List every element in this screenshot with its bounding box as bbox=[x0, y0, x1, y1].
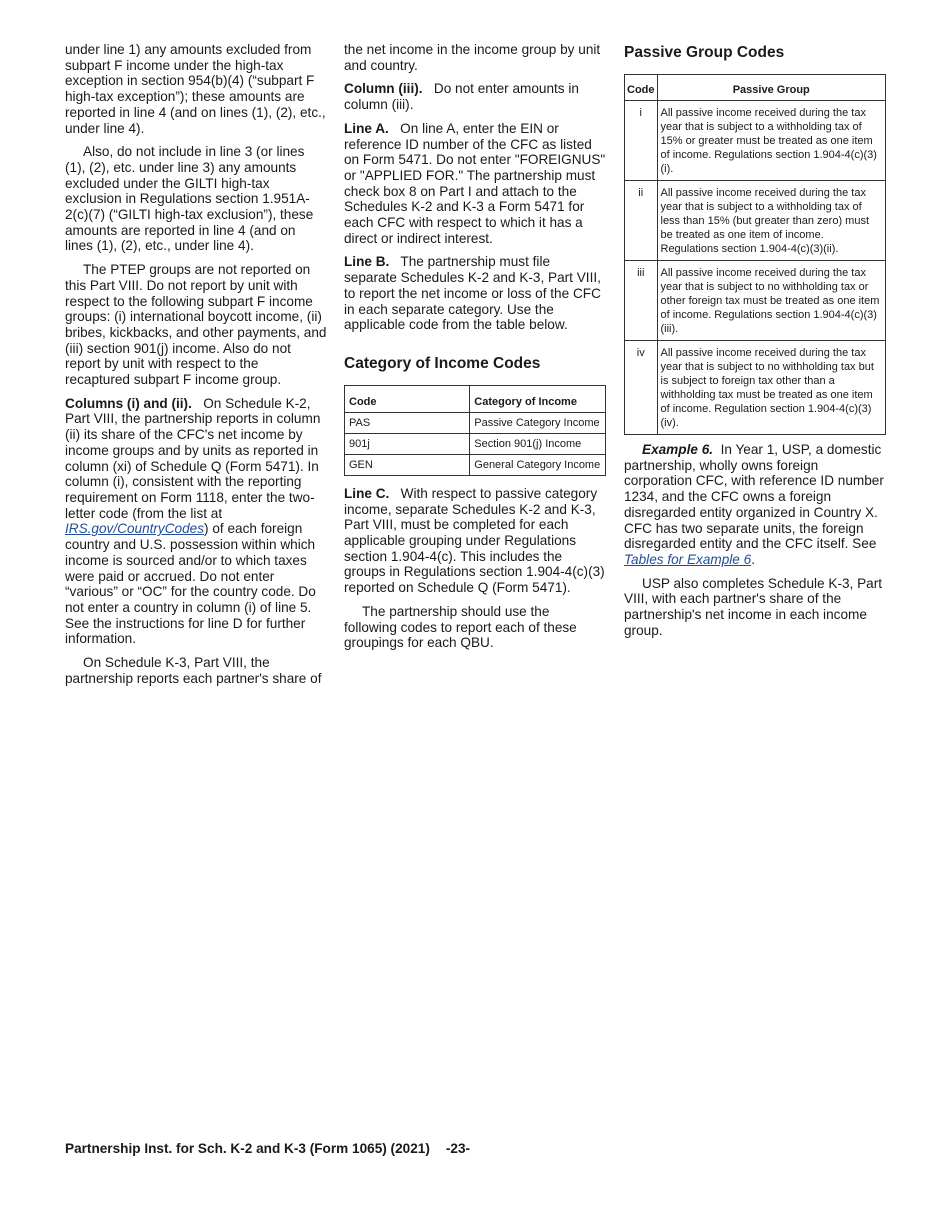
paragraph-example-6 bbox=[624, 442, 886, 568]
paragraph-text: On line A, enter the EIN or reference ID number of the CFC as listed on Form 5471. Do not enter "FOREIGNUS" or "APPLIED FOR." The partnership must check box 8 on Part I and attach to the Schedules K-2 and K-3 a Form 5471 for each CFC with respect to which it has a direct or indirect interest. bbox=[344, 120, 606, 246]
section-lead: Example 6. bbox=[642, 442, 714, 457]
section-lead: Line C. bbox=[344, 485, 390, 501]
paragraph-column-iii bbox=[344, 81, 606, 112]
table-header: Category of Income bbox=[470, 385, 606, 412]
page-number: -23- bbox=[445, 1141, 471, 1156]
paragraph: the net income in the income group by unit and country. bbox=[344, 42, 601, 73]
paragraph-line-a bbox=[344, 121, 606, 247]
table-cell-group: All passive income received during the tax year that is subject to a withholding tax of less than 15% (but greater than zero) must be treated as one item of income. Regulations section 1.904-4(c)(3)(ii). bbox=[657, 181, 886, 261]
paragraph-text: Do not enter amounts in column (iii). bbox=[344, 81, 579, 113]
table-header-row bbox=[345, 385, 606, 412]
tables-example-6-link[interactable]: Tables for Example 6 bbox=[624, 551, 752, 567]
table-header: Passive Group bbox=[657, 75, 886, 101]
column-right bbox=[624, 42, 886, 646]
paragraph-text: . bbox=[751, 551, 755, 567]
paragraph: The partnership should use the following codes to report each of these groupings for each QBU. bbox=[344, 603, 577, 651]
section-lead: Column (iii). bbox=[344, 81, 423, 97]
table-cell-category: Passive Category Income bbox=[470, 412, 606, 433]
table-header: Code bbox=[345, 385, 470, 412]
section-lead: Line A. bbox=[344, 120, 389, 136]
table-cell-code: iii bbox=[625, 261, 658, 341]
section-lead: Columns (i) and (ii). bbox=[65, 395, 192, 411]
paragraph: On Schedule K-3, Part VIII, the partnership reports each partner's share of bbox=[65, 655, 322, 686]
passive-group-table bbox=[624, 74, 886, 435]
table-cell-group: All passive income received during the tax year that is subject to no withholding tax or other foreign tax must be treated as one item of income. Regulations section 1.904-4(c)(3)(iii). bbox=[657, 261, 886, 341]
table-header: Code bbox=[625, 75, 658, 101]
country-codes-link[interactable]: IRS.gov/CountryCodes bbox=[65, 521, 205, 537]
column-left bbox=[65, 42, 327, 694]
table-row bbox=[625, 101, 886, 181]
passive-group-heading: Passive Group Codes bbox=[624, 44, 785, 61]
paragraph: USP also completes Schedule K-3, Part VIII, with each partner's share of the partnership's net income in each income group. bbox=[624, 575, 883, 638]
table-row bbox=[625, 261, 886, 341]
column-middle bbox=[344, 42, 606, 659]
footer-title: Partnership Inst. for Sch. K-2 and K-3 (Form 1065) (2021) bbox=[65, 1141, 430, 1156]
table-cell-code: i bbox=[625, 101, 658, 181]
table-cell-group: All passive income received during the tax year that is subject to a withholding tax of 15% or greater must be treated as one item of income. Regulations section 1.904-4(c)(3)(i). bbox=[657, 101, 886, 181]
paragraph-text: In Year 1, USP, a domestic partnership, wholly owns foreign corporation CFC, with reference ID number 1234, and the CFC owns a foreign disregarded entity organized in Country X. CFC has two separate units, the foreign disregarded entity and the CFC itself. See bbox=[624, 442, 884, 552]
paragraph-line-b bbox=[344, 254, 606, 333]
table-cell-code: iv bbox=[625, 341, 658, 435]
table-cell-category: General Category Income bbox=[470, 454, 606, 475]
paragraph-text: ) of each foreign country and U.S. possession within which income is sourced and/or to which taxes were paid or accrued. Do not enter “various” or “OC” for the country code. Do not enter a country in column (i) of line 5. See the instructions for line D for further information. bbox=[65, 521, 316, 647]
page-footer bbox=[65, 1141, 470, 1156]
section-lead: Line B. bbox=[344, 254, 390, 270]
table-cell-category: Section 901(j) Income bbox=[470, 433, 606, 454]
table-row bbox=[345, 433, 606, 454]
category-heading: Category of Income Codes bbox=[344, 354, 541, 372]
paragraph: under line 1) any amounts excluded from subpart F income under the high-tax exception in section 954(b)(4) (“subpart F high-tax exception”); these amounts are reported in line 4 (and on lines (1), (2), etc., under line 4). bbox=[65, 42, 326, 136]
paragraph-line-c bbox=[344, 486, 606, 596]
table-row bbox=[345, 454, 606, 475]
table-header-row bbox=[625, 75, 886, 101]
paragraph-text: On Schedule K-2, Part VIII, the partnership reports in column (ii) its share of the CFC's net income by income groups and by units as reported in column (xi) of Schedule Q (Form 5471). In column (i), consistent with the reporting requirement on Form 1118, enter the two-letter code (from the list at bbox=[65, 395, 321, 521]
table-row bbox=[345, 412, 606, 433]
table-row bbox=[625, 181, 886, 261]
paragraph-text: The partnership must file separate Schedules K-2 and K-3, Part VIII, to report the net income or loss of the CFC in each separate category. Use the applicable code from the table below. bbox=[344, 254, 601, 333]
paragraph-columns-i-ii bbox=[65, 396, 327, 647]
paragraph: The PTEP groups are not reported on this Part VIII. Do not report by unit with respect to the following subpart F income groups: (i) international boycott income, (ii) bribes, kickbacks, and other payments, and (iii) section 901(j) income. Also do not report by unit with respect to the recaptured subpart F income group. bbox=[65, 262, 327, 388]
table-row bbox=[625, 341, 886, 435]
table-cell-code: 901j bbox=[345, 433, 470, 454]
table-cell-code: ii bbox=[625, 181, 658, 261]
table-cell-code: PAS bbox=[345, 412, 470, 433]
paragraph: Also, do not include in line 3 (or lines (1), (2), etc. under line 3) any amounts excluded under the GILTI high-tax exclusion in Regulations section 1.951A-2(c)(7) (“GILTI high-tax exclusion”), these amounts are reported in line 4 (and on lines (1), (2), etc., under line 4). bbox=[65, 144, 314, 254]
paragraph-text: With respect to passive category income, separate Schedules K-2 and K-3, Part VIII, must be completed for each applicable grouping under Regulations section 1.904-4(c). This includes the groups in Regulations section 1.904-4(c)(3) reported on Schedule Q (Form 5471). bbox=[344, 485, 605, 596]
table-cell-code: GEN bbox=[345, 454, 470, 475]
category-codes-table bbox=[344, 385, 606, 476]
table-cell-group: All passive income received during the tax year that is subject to no withholding tax but is subject to foreign tax other than a withholding tax must be treated as one item of income. Regulation section 1.904-4(c)(3)(iv). bbox=[657, 341, 886, 435]
